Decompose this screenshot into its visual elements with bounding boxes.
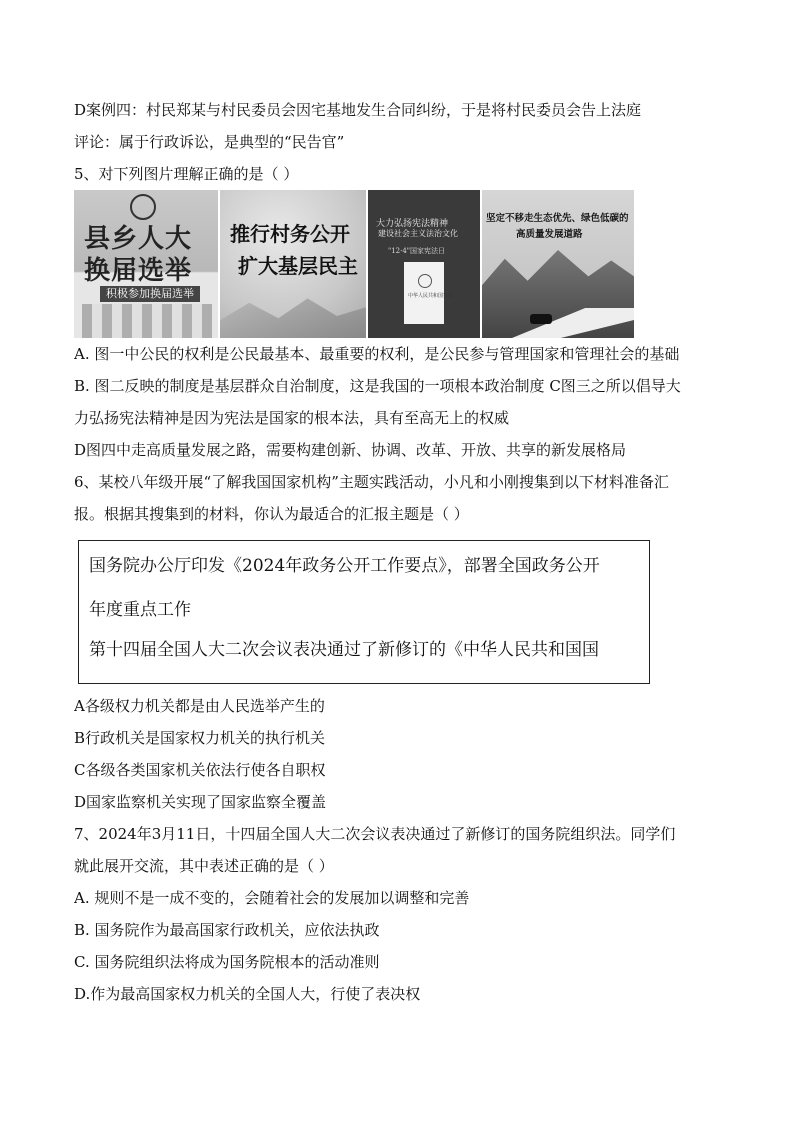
material-box: [78, 540, 650, 684]
material-line1: 国务院办公厅印发《2024年政务公开工作要点》，部署全国政务公开: [89, 556, 600, 576]
q6-option-b: B行政机关是国家权力机关的执行机关: [74, 729, 326, 747]
q6-option-a: A各级权力机关都是由人民选举产生的: [74, 697, 325, 715]
question-6-stem-line2: 报。根据其搜集到的材料，你认为最适合的汇报主题是（ ）: [74, 505, 469, 523]
image2-title-line1: 推行村务公开: [230, 222, 350, 246]
q6-option-d: D国家监察机关实现了国家监察全覆盖: [74, 793, 327, 811]
question-7-stem-line2: 就此展开交流，其中表述正确的是（ ）: [74, 857, 334, 875]
q7-option-a: A. 规则不是一成不变的，会随着社会的发展加以调整和完善: [74, 889, 470, 907]
image1-title-line1: 县乡人大: [84, 224, 193, 254]
image4-line2: 高质量发展道路: [516, 229, 583, 240]
material-line2: 年度重点工作: [89, 600, 191, 620]
image2-title-line2: 扩大基层民主: [238, 254, 358, 278]
book-emblem-icon: [418, 274, 432, 288]
image3-line2: 建设社会主义法治文化: [378, 229, 458, 238]
image-green-development-poster: [482, 190, 634, 338]
image3-line3: "12·4"国家宪法日: [388, 247, 446, 255]
comment-text: 评论：属于行政诉讼，是典型的“民告官”: [74, 133, 345, 151]
mountain-illustration: [220, 294, 366, 338]
q5-option-d: D图四中走高质量发展之路，需要构建创新、协调、改革、开放、共享的新发展格局: [74, 441, 627, 459]
question-5-images: [74, 190, 634, 338]
q5-option-c-cont: 力弘扬宪法精神是因为宪法是国家的根本法，具有至高无上的权威: [74, 409, 510, 427]
people-illustration: [82, 304, 212, 338]
material-line3: 第十四届全国人大二次会议表决通过了新修订的《中华人民共和国国: [89, 640, 599, 660]
q7-option-c: C. 国务院组织法将成为国务院根本的活动准则: [74, 953, 380, 971]
question-7-stem-line1: 7、2024年3月11日，十四届全国人大二次会议表决通过了新修订的国务院组织法。同学们: [74, 825, 676, 843]
image-election-poster: [74, 190, 218, 338]
national-emblem-icon: [130, 194, 156, 220]
q7-option-b: B. 国务院作为最高国家行政机关，应依法执政: [74, 921, 380, 939]
image1-banner: 积极参加换届选举: [100, 286, 200, 302]
q7-option-d: D.作为最高国家权力机关的全国人大，行使了表决权: [74, 985, 421, 1003]
image1-title-line2: 换届选举: [84, 256, 193, 286]
book-title: 中华人民共和国宪法: [408, 293, 454, 299]
question-6-stem-line1: 6、某校八年级开展“了解我国国家机构”主题实践活动，小凡和小刚搜集到以下材料准备汇: [74, 473, 669, 491]
case-four-text: D案例四：村民郑某与村民委员会因宅基地发生合同纠纷，于是将村民委员会告上法庭: [74, 101, 642, 119]
q5-option-a: A. 图一中公民的权利是公民最基本、最重要的权利，是公民参与管理国家和管理社会的基础: [74, 345, 680, 363]
image-village-affairs-poster: [220, 190, 366, 338]
image3-line1: 大力弘扬宪法精神: [376, 219, 449, 229]
q6-option-c: C各级各类国家机关依法行使各自职权: [74, 761, 326, 779]
image4-line1: 坚定不移走生态优先、绿色低碳的: [486, 213, 629, 224]
car-icon: [530, 314, 552, 324]
q5-option-b: B. 图二反映的制度是基层群众自治制度，这是我国的一项根本政治制度 C图三之所以倡导大: [74, 377, 681, 395]
question-5-stem: 5、对下列图片理解正确的是（ ）: [74, 165, 299, 183]
image-constitution-poster: [368, 190, 480, 338]
